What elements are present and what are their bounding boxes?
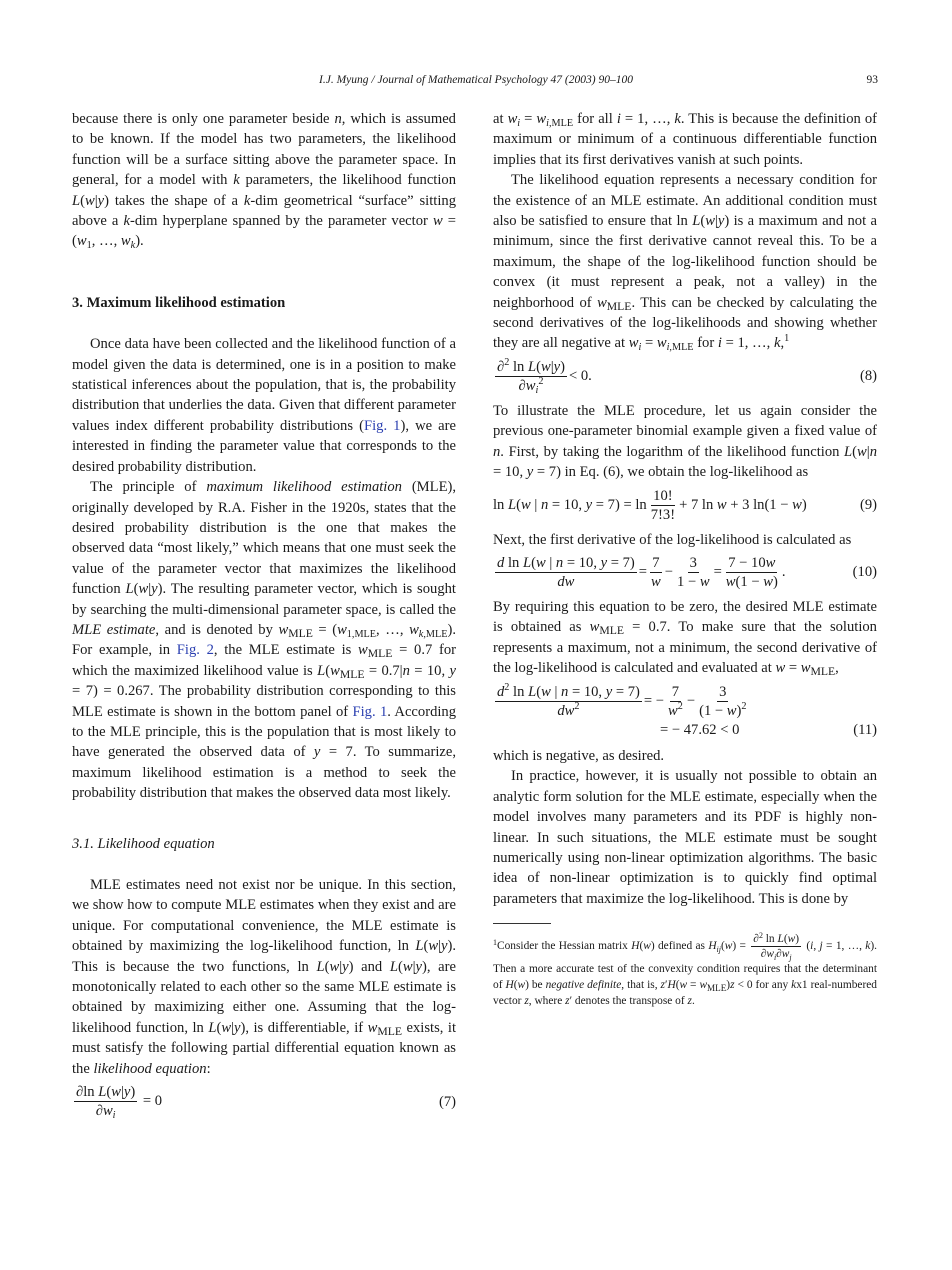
fig1-link-2[interactable]: Fig. 1 — [352, 703, 388, 720]
equation-7-number: (7) — [438, 1093, 456, 1110]
equation-9: ln L(w | n = 10, y = 7) = ln $\frac{10!}{7!3!}$ + 7 ln w + 3 ln(1 − w) (9) — [493, 487, 877, 523]
paragraph-first-derivative: Next, the first derivative of the log-likelihood is calculated as — [493, 531, 852, 548]
equation-9-number: (9) — [859, 496, 877, 513]
page-number: 93 — [866, 74, 878, 86]
footnote-rule — [493, 923, 551, 924]
equation-10: $\frac{\text{d ln L(w | n = 10, y = 7)}}{dw}$ = $\frac{7}{w}$ − $\frac{3}{1 - w}$ = $\frac{7 - 10w}{w(1 - w)}$ . (10) — [497, 554, 877, 590]
journal-citation: I.J. Myung / Journal of Mathematical Psychology 47 (2003) 90–100 — [319, 74, 633, 86]
fig1-link[interactable]: Fig. 1 — [363, 417, 401, 434]
paragraph-illustration: To illustrate the MLE procedure, let us again consider the previous one-parameter binomial example given a fixed value of n. First, by taking the logarithm of the likelihood function L(w|n = 10, y = 7) in Eq. (6), we obtain the log-likelihood as — [493, 402, 877, 481]
equation-11: $\frac{d^2 \ln L(w | n = 10, y = 7)}{dw^2}$ = − $\frac{7}{w^2}$ − $\frac{3}{(1 - w)^2}$ — [497, 681, 747, 719]
paragraph-nonlinear: In practice, however, it is usually not possible to obtain an analytic form solution for the MLE estimate, especially when the model involves many parameters and its PDF is highly non-linear. In such situations, the MLE estimate must be sought numerically using non-linear optimization algorithms. The basic idea of non-linear optimization is to quickly find optimal parameters that maximize the log-likelihood. This is done by — [493, 768, 877, 907]
paragraph-likelihood-equation: MLE estimates need not exist nor be unique. In this section, we show how to compute MLE estimates when they exist and are unique. For computational convenience, the MLE estimate is obtained by maximizing the log-likelihood function, ln L(w|y). This is because the two functions, ln L(w|y) and L(w|y), are monotonically related to each other so the same MLE estimate is obtained by maximizing either one. Assuming that the log-likelihood function, ln L(w|y), is differentiable, if $w_{MLE}$ exists, it must satisfy the following partial differential equation known as the likelihood equation: — [72, 877, 457, 1077]
equation-8-number: (8) — [859, 368, 877, 385]
paragraph-negative: which is negative, as desired. — [493, 747, 665, 764]
paragraph-intro: because there is only one parameter beside n, which is assumed to be known. If the model has two parameters, the likelihood function will be a surface sitting above the parameter space. In general, for a model with k parameters, the likelihood function L(w|y) takes the shape of a k-dim geometrical “surface” sitting above a k-dim hyperplane spanned by the parameter vector $w = (w_1$, …, $w_k$). — [72, 111, 456, 252]
equation-8: $\frac{\partial^2 \ln L(w|y)}{\partial w_i^2}$ < 0. (8) — [497, 356, 877, 396]
right-column — [493, 109, 877, 1009]
fig2-link[interactable]: Fig. 2 — [176, 642, 214, 659]
footnote-1: $^1$Consider the Hessian matrix H(w) defined as $H_{ij}(w)$ = $\frac{\partial^2 \ln L(w)}{\partial w_i\partial w_j}$ (i, j = 1, …, k). Then a more accurate test of the convexity condition requires that the determinant of H(w) be negative definite, that is, $z'H(w = w_{MLE})z < 0$ for any kx1 real-numbered vector z, where z′ denotes the transpose of z. — [493, 931, 878, 1008]
paragraph-mle-solution: By requiring this equation to be zero, the desired MLE estimate is obtained as $w_{MLE} = 0.7$. To make sure that the solution represents a maximum, not a minimum, the second derivative of the log-likelihood is calculated and evaluated at $w = w_{MLE}$, — [493, 598, 877, 679]
equation-10-number: (10) — [852, 564, 877, 581]
paragraph-mle-intro: Once data have been collected and the likelihood function of a model given the data is determined, one is in a position to make statistical inferences about the population, that is, the probability distribution that underlies the data. Given that different parameter values index different probability distributions (Fig. 1), we are interested in finding the parameter value that corresponds to the desired probability distribution. — [72, 336, 456, 475]
paragraph-continued: at $w_i = w_{i,MLE}$ for all i = 1, …, k. This is because the definition of maximum or minimum of a continuous differentiable function implies that its first derivatives vanish at such points. — [493, 111, 877, 168]
equation-7: $\frac{\text{∂ln L(w|y)}}{\partial w_i}$ = 0 (7) — [76, 1084, 456, 1122]
section-3-1-heading: 3.1. Likelihood equation — [72, 835, 215, 852]
running-header — [72, 74, 880, 92]
equation-11-result: = − 47.62 < 0 (11) — [493, 720, 877, 740]
section-3-heading: 3. Maximum likelihood estimation — [72, 294, 286, 311]
paragraph-mle-principle: The principle of maximum likelihood estimation (MLE), originally developed by R.A. Fisher in the 1920s, states that the desired probability distribution is the one that makes the observed data “most likely,” which means that one must seek the value of the parameter vector that maximizes the likelihood function L(w|y). The resulting parameter vector, which is sought by searching the multi-dimensional parameter space, is called the MLE estimate, and is denoted by $w_{MLE} = (w_{1,MLE}$, …, $w_{k,MLE}$). For example, in Fig. 2, the MLE estimate is $w_{MLE} = 0.7$ for which the maximized likelihood value is $L(w_{MLE} = 0.7|n = 10$, y = 7) = 0.267. The probability distribution corresponding to this MLE estimate is shown in the bottom panel of Fig. 1. According to the MLE principle, this is the population that is most likely to have generated the observed data of y = 7. To summarize, maximum likelihood estimation is a method to seek the probability distribution that makes the observed data most likely. — [72, 479, 457, 802]
equation-11-number: (11) — [853, 721, 877, 738]
paragraph-second-derivative: The likelihood equation represents a necessary condition for the existence of an MLE estimate. An additional condition must also be satisfied to ensure that ln L(w|y) is a maximum and not a minimum, since the first derivative cannot reveal this. To be a maximum, the shape of the log-likelihood function should be convex (it must represent a peak, not a valley) in the neighborhood of $w_{MLE}$. This can be checked by calculating the second derivatives of the log-likelihoods and showing whether they are all negative at $w_i = w_{i,MLE}$ for i = 1, …, k,$^1$ — [493, 172, 878, 354]
left-column — [72, 109, 456, 1126]
